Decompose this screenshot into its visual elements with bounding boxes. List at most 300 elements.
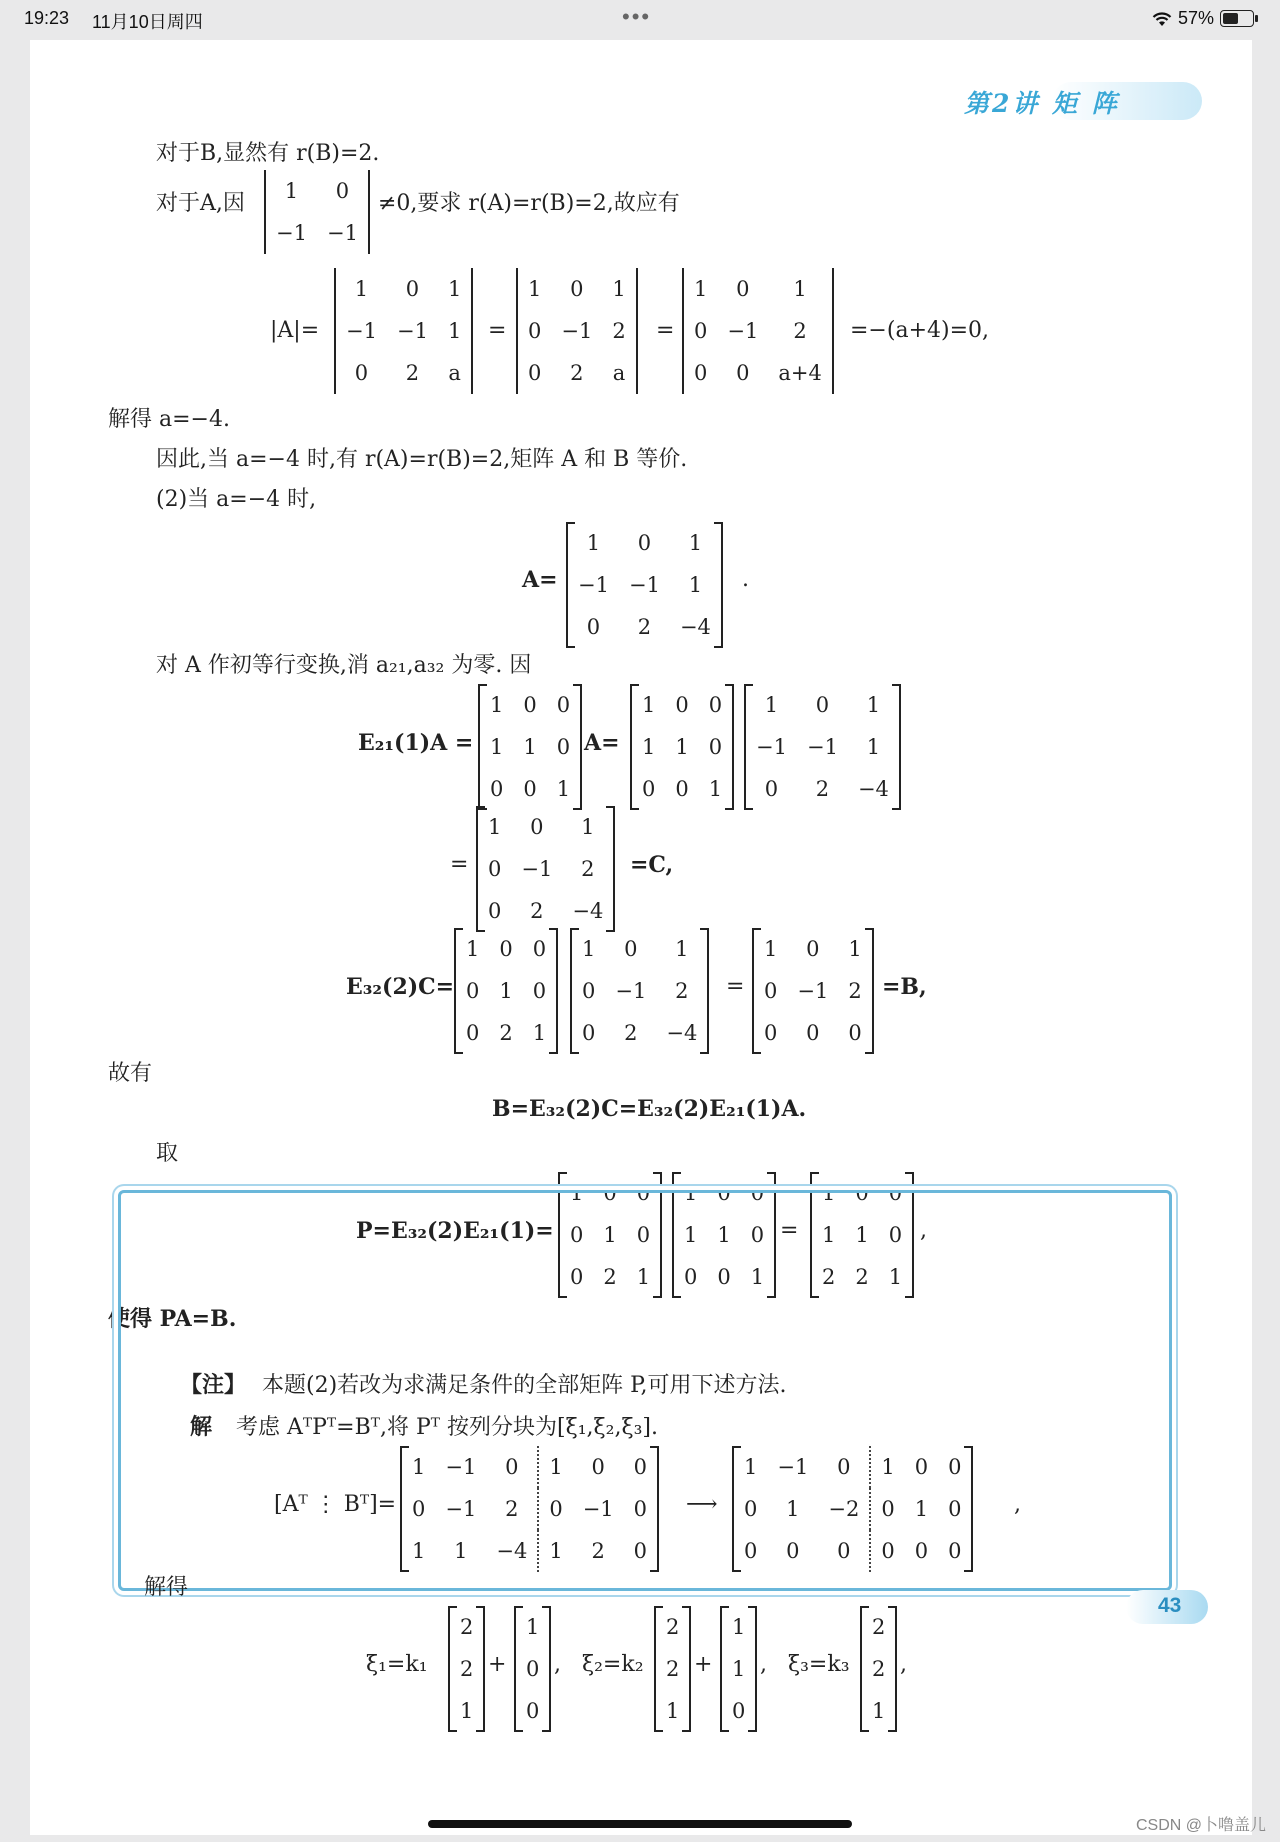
matrix-cell: 0 <box>870 1488 904 1530</box>
det-result: =−(a+4)=0, <box>850 318 990 343</box>
matrix-cell: 1 <box>447 277 462 301</box>
matrix-cell: 0 <box>708 693 723 717</box>
matrix-row <box>518 268 636 310</box>
matrix-grid <box>722 1606 755 1732</box>
matrix-row <box>402 1530 657 1572</box>
matrix-cell: 2 <box>460 1657 474 1681</box>
matrix-c-b <box>570 928 709 1054</box>
matrix-cell: 1 <box>848 937 862 961</box>
matrix-cell: −1 <box>521 857 553 881</box>
matrix-row <box>572 1012 707 1054</box>
matrix-cell: 0 <box>570 277 584 301</box>
line-take: 取 <box>156 1141 179 1166</box>
matrix-cell: 0 <box>499 937 513 961</box>
matrix-cell: 2 <box>405 361 420 385</box>
matrix-cell: 1 <box>532 1021 547 1045</box>
matrix-row <box>568 522 721 564</box>
matrix-cell: 0 <box>528 361 542 385</box>
matrix-cell: 1 <box>354 277 369 301</box>
matrix-row <box>456 970 556 1012</box>
matrix-e32 <box>454 928 558 1054</box>
matrix-row <box>336 310 471 352</box>
matrix-cell: −1 <box>628 573 660 597</box>
matrix-cell: 1 <box>582 937 596 961</box>
equals-1: = <box>488 318 507 343</box>
matrix-row <box>518 310 636 352</box>
matrix-cell: 0 <box>744 1497 758 1521</box>
matrix-cell: 0 <box>948 1455 962 1479</box>
line-therefore: 因此,当 a=−4 时,有 r(A)=r(B)=2,矩阵 A 和 B 等价. <box>156 447 688 472</box>
matrix-cell: 0 <box>744 1539 758 1563</box>
matrix-row <box>746 768 899 810</box>
matrix-cell: 2 <box>505 1497 519 1521</box>
matrix-cell: 0 <box>505 1455 519 1479</box>
p-label: P=E₃₂(2)E₂₁(1)= <box>356 1218 554 1244</box>
matrix-cell: 0 <box>870 1530 904 1572</box>
matrix-cell: 1 <box>675 735 689 759</box>
matrix-cell: 1 <box>888 1265 903 1289</box>
matrix-cell: 0 <box>914 1539 929 1563</box>
comma-5: , <box>900 1652 907 1677</box>
matrix-e21-b <box>630 684 734 810</box>
matrix-cell: 0 <box>412 1497 426 1521</box>
vector-221-b <box>654 1606 691 1732</box>
matrix-cell: 1 <box>570 1181 584 1205</box>
matrix-grid <box>754 928 872 1054</box>
matrix-cell: 1 <box>750 1265 765 1289</box>
matrix-cell: 2 <box>872 1615 886 1639</box>
line-for-a: 对于A,因 <box>156 191 245 216</box>
note-solve-label: 解 <box>190 1414 213 1440</box>
matrix-row <box>754 970 872 1012</box>
note-tag: 【注】 <box>180 1372 247 1398</box>
matrix-cell: 1 <box>284 179 299 203</box>
matrix-cell: 1 <box>412 1455 426 1479</box>
matrix-cell: −1 <box>561 319 593 343</box>
matrix-cell: 1 <box>538 1530 572 1572</box>
matrix-cell: 1 <box>490 735 504 759</box>
matrix-cell: 1 <box>586 531 601 555</box>
matrix-cell: 0 <box>736 361 750 385</box>
e21-label: E₂₁(1)A = <box>358 730 474 756</box>
matrix-row <box>656 1648 689 1690</box>
matrix-cell: 0 <box>694 319 708 343</box>
matrix-row <box>734 1530 971 1572</box>
matrix-cell: 0 <box>764 777 779 801</box>
note-solve2: 解得 <box>144 1575 189 1600</box>
matrix-cell: 1 <box>786 1497 800 1521</box>
matrix-cell: a <box>612 361 626 385</box>
matrix-cell: −1 <box>582 1497 614 1521</box>
matrix-row <box>266 170 368 212</box>
matrix-cell: −1 <box>445 1497 477 1521</box>
matrix-row <box>862 1648 895 1690</box>
matrix-cell: 2 <box>624 1021 638 1045</box>
matrix-cell: 0 <box>556 693 571 717</box>
matrix-grid <box>516 1606 549 1732</box>
note-line2: 考虑 AᵀPᵀ=Bᵀ,将 Pᵀ 按列分块为[ξ₁,ξ₂,ξ₃]. <box>236 1415 658 1440</box>
comma-1: , <box>920 1218 927 1243</box>
matrix-row <box>632 726 732 768</box>
matrix-cell: −1 <box>727 319 759 343</box>
matrix-cell: 0 <box>786 1539 800 1563</box>
matrix-cell: 1 <box>688 531 703 555</box>
matrix-row <box>656 1690 689 1732</box>
matrix-cell: 0 <box>586 615 601 639</box>
matrix-grid <box>450 1606 483 1732</box>
matrix-a-label: A= <box>522 567 558 593</box>
line-pa-eq-b: 使得 PA=B. <box>108 1306 237 1332</box>
status-bar <box>0 0 1280 38</box>
matrix-cell: 2 <box>872 1657 886 1681</box>
a-equals: A= <box>584 730 620 756</box>
equals-c-suffix: =C, <box>630 852 674 878</box>
det-a-step1 <box>334 268 473 394</box>
matrix-cell: a <box>448 361 461 385</box>
matrix-cell: 0 <box>405 277 420 301</box>
det-a-step3 <box>682 268 834 394</box>
matrix-cell: 0 <box>948 1497 962 1521</box>
matrix-grid <box>862 1606 895 1732</box>
matrix-row <box>518 352 636 394</box>
matrix-cell: 1 <box>708 777 723 801</box>
matrix-cell: 0 <box>848 1021 862 1045</box>
note-line1: 本题(2)若改为求满足条件的全部矩阵 P,可用下述方法. <box>262 1373 787 1398</box>
period-1: . <box>742 567 749 592</box>
matrix-cell: 0 <box>764 1021 778 1045</box>
matrix-cell: 2 <box>581 857 595 881</box>
matrix-cell: 0 <box>732 1699 746 1723</box>
textbook-page <box>30 40 1252 1835</box>
matrix-cell: 0 <box>637 531 652 555</box>
xi2-label: ξ₂=k₂ <box>582 1652 644 1677</box>
matrix-row <box>516 1648 549 1690</box>
matrix-cell: 0 <box>750 1181 765 1205</box>
matrix-cell: 0 <box>532 937 547 961</box>
battery-fill <box>1223 13 1238 24</box>
equals-c-prefix: = <box>450 852 469 877</box>
matrix-row <box>478 806 613 848</box>
matrix-row <box>480 726 580 768</box>
matrix-cell: −4 <box>857 777 889 801</box>
matrix-cell: 0 <box>570 1223 584 1247</box>
matrix-row <box>572 928 707 970</box>
vector-110 <box>720 1606 757 1732</box>
matrix-cell: 1 <box>490 693 504 717</box>
matrix-cell: 1 <box>581 815 595 839</box>
matrix-cell: −4 <box>666 1021 698 1045</box>
matrix-cell: 0 <box>633 1455 648 1479</box>
matrix-cell: −1 <box>445 1455 477 1479</box>
matrix-cell: 1 <box>454 1539 468 1563</box>
comma-3: , <box>554 1652 561 1677</box>
matrix-cell: 0 <box>526 1699 540 1723</box>
matrix-cell: 0 <box>948 1539 962 1563</box>
matrix-row <box>450 1606 483 1648</box>
matrix-row <box>568 564 721 606</box>
matrix-cell: 1 <box>675 937 689 961</box>
matrix-cell: 1 <box>538 1446 572 1488</box>
matrix-cell: 2 <box>612 319 626 343</box>
line-solve-a: 解得 a=−4. <box>108 407 230 432</box>
matrix-cell: 1 <box>642 735 656 759</box>
watermark: CSDN @卜噜盖儿 <box>1135 1817 1266 1834</box>
battery-icon <box>1220 10 1254 27</box>
matrix-row <box>746 684 899 726</box>
matrix-grid <box>478 806 613 932</box>
xi1-label: ξ₁=k₁ <box>366 1652 428 1677</box>
det-a-step2 <box>516 268 638 394</box>
matrix-cell: 1 <box>872 1699 886 1723</box>
matrix-cell: 1 <box>822 1181 836 1205</box>
matrix-cell: 0 <box>538 1488 572 1530</box>
matrix-grid <box>336 268 471 394</box>
matrix-cell: 0 <box>523 693 537 717</box>
matrix-row <box>480 768 580 810</box>
plus-1: + <box>488 1652 507 1677</box>
matrix-row <box>722 1690 755 1732</box>
matrix-grid <box>734 1446 971 1572</box>
aug-matrix-2 <box>732 1446 973 1572</box>
matrix-cell: 0 <box>837 1455 851 1479</box>
matrix-cell: 1 <box>732 1615 746 1639</box>
matrix-row <box>684 352 832 394</box>
matrix-cell: 0 <box>488 857 502 881</box>
matrix-cell: 1 <box>488 815 502 839</box>
matrix-cell: 0 <box>582 1021 596 1045</box>
matrix-row <box>632 684 732 726</box>
matrix-c <box>476 806 615 932</box>
matrix-row <box>734 1488 971 1530</box>
matrix-cell: 0 <box>488 899 502 923</box>
aug-label: [Aᵀ ⋮ Bᵀ]= <box>274 1492 397 1517</box>
equals-2: = <box>656 318 675 343</box>
matrix-cell: 0 <box>532 979 547 1003</box>
vector-221-a <box>448 1606 485 1732</box>
matrix-row <box>266 212 368 254</box>
matrix-cell: 1 <box>717 1223 731 1247</box>
matrix-cell: 1 <box>603 1223 617 1247</box>
matrix-cell: 0 <box>914 1455 929 1479</box>
matrix-cell: −2 <box>828 1497 860 1521</box>
matrix-cell: 1 <box>466 937 480 961</box>
matrix-row <box>478 848 613 890</box>
matrix-cell: 2 <box>815 777 830 801</box>
matrix-cell: 2 <box>793 319 807 343</box>
matrix-cell: 2 <box>570 361 584 385</box>
matrix-cell: 1 <box>460 1699 474 1723</box>
matrix-cell: a+4 <box>778 361 822 385</box>
matrix-grid <box>746 684 899 810</box>
matrix-row <box>684 268 832 310</box>
matrix-row <box>734 1446 971 1488</box>
matrix-cell: 1 <box>556 777 571 801</box>
matrix-cell: 1 <box>499 979 513 1003</box>
matrix-cell: 0 <box>806 1021 820 1045</box>
matrix-row <box>632 768 732 810</box>
matrix-row <box>402 1488 657 1530</box>
matrix-cell: 0 <box>582 979 596 1003</box>
matrix-cell: 0 <box>806 937 820 961</box>
matrix-cell: 0 <box>466 979 480 1003</box>
matrix-e21 <box>478 684 582 810</box>
matrix-cell: 0 <box>815 693 830 717</box>
matrix-cell: 0 <box>633 1539 648 1563</box>
matrix-grid <box>480 684 580 810</box>
matrix-cell: 2 <box>460 1615 474 1639</box>
matrix-cell: 0 <box>764 979 778 1003</box>
matrix-cell: 2 <box>591 1539 605 1563</box>
matrix-row <box>450 1690 483 1732</box>
matrix-row <box>456 928 556 970</box>
e32-label: E₃₂(2)C= <box>346 974 455 1000</box>
chapter-title: 第2讲 矩 阵 <box>964 89 1120 118</box>
matrix-grid <box>518 268 636 394</box>
matrix-cell: 1 <box>636 1265 651 1289</box>
matrix-cell: 1 <box>732 1657 746 1681</box>
equals-4: = <box>780 1218 799 1243</box>
det-a-label: |A|= <box>270 318 320 343</box>
matrix-cell: 2 <box>603 1265 617 1289</box>
matrix-grid <box>402 1446 657 1572</box>
matrix-cell: 0 <box>675 693 689 717</box>
matrix-cell: −1 <box>797 979 829 1003</box>
wifi-icon <box>1152 11 1172 27</box>
matrix-row <box>754 928 872 970</box>
matrix-cell: 0 <box>708 735 723 759</box>
matrix-cell: 1 <box>694 277 708 301</box>
matrix-cell: 0 <box>528 319 542 343</box>
matrix-cell: 1 <box>612 277 626 301</box>
status-right <box>1152 8 1254 29</box>
matrix-cell: 0 <box>633 1497 648 1521</box>
matrix-row <box>722 1648 755 1690</box>
matrix-row <box>478 890 613 932</box>
matrix-cell: 2 <box>637 615 652 639</box>
matrix-cell: 1 <box>688 573 703 597</box>
matrix-row <box>746 726 899 768</box>
matrix-cell: 1 <box>666 1699 680 1723</box>
matrix-cell: 2 <box>675 979 689 1003</box>
matrix-cell: 1 <box>855 1223 869 1247</box>
matrix-row <box>568 606 721 648</box>
matrix-cell: −1 <box>276 221 307 245</box>
matrix-cell: 0 <box>675 777 689 801</box>
matrix-row <box>572 970 707 1012</box>
matrix-cell: −4 <box>679 615 711 639</box>
matrix-cell: 1 <box>914 1497 929 1521</box>
matrix-cell: 2 <box>499 1021 513 1045</box>
matrix-cell: −4 <box>572 899 604 923</box>
matrix-cell: 1 <box>866 693 881 717</box>
matrix-row <box>402 1446 657 1488</box>
matrix-cell: −1 <box>615 979 647 1003</box>
matrix-cell: 2 <box>848 979 862 1003</box>
matrix-cell: 1 <box>793 277 807 301</box>
matrix-cell: 1 <box>764 937 778 961</box>
matrix-row <box>722 1606 755 1648</box>
matrix-cell: 0 <box>717 1265 731 1289</box>
matrix-cell: 2 <box>530 899 544 923</box>
status-time: 19:23 <box>24 8 70 28</box>
det-small <box>264 170 370 254</box>
matrix-cell: 0 <box>354 361 369 385</box>
equals-b-suffix: =B, <box>882 974 927 1000</box>
line-hence: 故有 <box>108 1061 153 1086</box>
matrix-grid <box>656 1606 689 1732</box>
home-indicator[interactable] <box>428 1820 852 1828</box>
matrix-cell: 1 <box>870 1446 904 1488</box>
matrix-grid <box>572 928 707 1054</box>
vector-100 <box>514 1606 551 1732</box>
matrix-grid <box>266 170 368 254</box>
matrix-cell: 1 <box>764 693 779 717</box>
arrow-icon: ⟶ <box>686 1492 718 1517</box>
matrix-cell: 1 <box>526 1615 540 1639</box>
matrix-row <box>516 1606 549 1648</box>
matrix-cell: 2 <box>666 1615 680 1639</box>
matrix-cell: 0 <box>684 1265 698 1289</box>
matrix-cell: 0 <box>530 815 544 839</box>
equals-3: = <box>726 974 745 999</box>
matrix-cell: 1 <box>684 1223 698 1247</box>
matrix-cell: 0 <box>570 1265 584 1289</box>
matrix-grid <box>456 928 556 1054</box>
comma-4: , <box>760 1652 767 1677</box>
matrix-cell: 2 <box>666 1657 680 1681</box>
matrix-cell: 1 <box>523 735 537 759</box>
matrix-cell: 0 <box>694 361 708 385</box>
matrix-cell: 0 <box>888 1223 903 1247</box>
multitask-dots-icon[interactable]: ••• <box>622 4 652 29</box>
battery-percent: 57% <box>1177 8 1214 28</box>
status-date: 11月10日周四 <box>92 12 203 32</box>
matrix-grid <box>684 268 832 394</box>
matrix-cell: −1 <box>346 319 377 343</box>
matrix-cell: 0 <box>335 179 350 203</box>
comma-2: , <box>1014 1492 1021 1517</box>
matrix-cell: 0 <box>490 777 504 801</box>
matrix-cell: 0 <box>636 1223 651 1247</box>
matrix-cell: −1 <box>777 1455 809 1479</box>
matrix-cell: 2 <box>855 1265 869 1289</box>
matrix-cell: −1 <box>806 735 838 759</box>
matrix-row <box>336 268 471 310</box>
matrix-cell: 0 <box>736 277 750 301</box>
matrix-row <box>862 1606 895 1648</box>
matrix-row <box>480 684 580 726</box>
matrix-cell: 1 <box>866 735 881 759</box>
matrix-cell: 1 <box>822 1223 836 1247</box>
aug-matrix-1 <box>400 1446 659 1572</box>
matrix-cell: 1 <box>412 1539 426 1563</box>
matrix-cell: −1 <box>578 573 609 597</box>
matrix-cell: −1 <box>326 221 358 245</box>
matrix-row <box>516 1690 549 1732</box>
matrix-row <box>656 1606 689 1648</box>
matrix-grid <box>568 522 721 648</box>
matrix-cell: 0 <box>636 1181 651 1205</box>
line-part2: (2)当 a=−4 时, <box>156 487 317 512</box>
matrix-cell: 0 <box>717 1181 731 1205</box>
matrix-row <box>684 310 832 352</box>
matrix-cell: 0 <box>556 735 571 759</box>
line-for-a-suffix: ≠0,要求 r(A)=r(B)=2,故应有 <box>378 191 680 216</box>
matrix-cell: 1 <box>528 277 542 301</box>
matrix-cell: 0 <box>750 1223 765 1247</box>
matrix-row <box>862 1690 895 1732</box>
matrix-cell: −4 <box>496 1539 528 1563</box>
